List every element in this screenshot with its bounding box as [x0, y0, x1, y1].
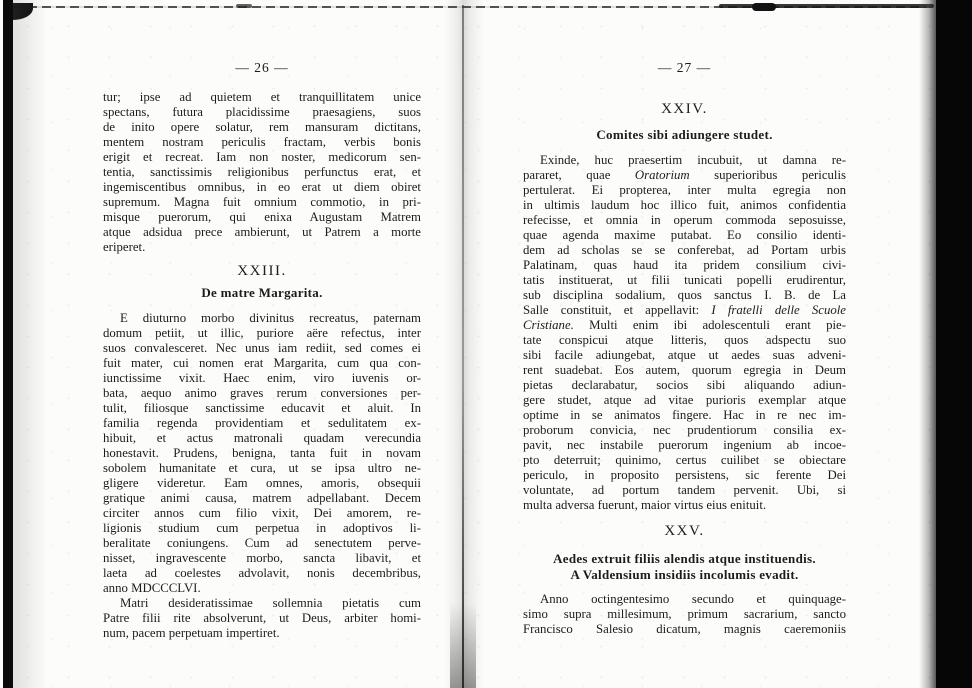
text-line: hibuit, et actus matronali quadam verecundia — [103, 431, 421, 445]
text-line: refecisse, et omnia in operum commoda seposuisse, — [523, 213, 846, 227]
scan-right-page-curl — [919, 0, 936, 688]
text-line: gratique animi causa, matrem adpellabant. Decem — [103, 491, 421, 505]
text-line: eriperet. — [103, 240, 146, 254]
text-line — [523, 168, 846, 183]
text-line: familia regenda providentiam et sedulitatem ex- — [103, 416, 421, 430]
text-line: honestavit. Prudens, benigna, tanta fuit in novam — [103, 446, 421, 460]
text-line: Palatinam, quas haud ita pridem consilium civi- — [523, 258, 846, 272]
paragraph-de-matre — [103, 311, 421, 596]
italic-text: I fratelli delle Scuole — [711, 303, 846, 317]
chapter-23-title: De matre Margarita. — [201, 285, 323, 300]
text-line: fuit mater, cui nomen erat Margarita, cum qua con- — [103, 356, 421, 370]
text-segment: Salle constituit, et appellavit: — [523, 303, 712, 317]
text-line: erigit et recreat. Iam non noster, medicorum sen- — [103, 150, 421, 164]
text-line: num, pacem perpetuam impertiret. — [103, 626, 280, 640]
text-line: ligionis studium cum perpetua in adoptivos li- — [103, 521, 421, 535]
text-line: Anno octingentesimo secundo et quinquage- — [540, 592, 846, 606]
text-line: gere studet, atque ad vitae purioris exemplar atque — [523, 393, 846, 407]
scan-edge-left — [3, 0, 13, 688]
chapter-25-title-line2: A Valdensium insidiis incolumis evadit. — [570, 567, 799, 582]
text-line: suos convalesceret. Nec unus iam rediit, sed comes ei — [103, 341, 421, 355]
text-line: sub disciplina sodalium, quos sanctus I. B. de La — [523, 288, 846, 302]
text-line: dem ad scholas se se conferebat, ad Portam urbis — [523, 243, 846, 257]
text-line: pto deterruit; quinimo, certus cuilibet se obiectare — [523, 453, 846, 467]
chapter-25-number: XXV. — [664, 523, 705, 539]
text-line: Matri desideratissimae sollemnia pietatis cum — [120, 596, 421, 610]
text-line: multa adversa fuerunt, maior virtus eius enituit. — [523, 498, 767, 512]
chapter-24-number: XXIV. — [661, 101, 708, 117]
text-line: misque puerorum, qui enixa Augustam Matrem — [103, 210, 421, 224]
scan-top-small-blob — [236, 4, 252, 8]
text-line: anno MDCCCLVI. — [103, 581, 201, 595]
text-line: de inito opere solatur, rem mansuram dictitans, — [103, 120, 421, 134]
text-line: E diuturno morbo divinitus recreatus, paternam — [120, 311, 421, 325]
text-line: sibi facile adiungebat, atque ut aedes suas adveni- — [523, 348, 846, 362]
text-line: pavit, nec instabile puerorum ingenium ab incoe- — [523, 438, 846, 452]
text-line: tatis instituerat, ut filii tunicati popelli erudirentur, — [523, 273, 846, 287]
text-line: beralitate coniungens. Cum ad senectutem perve- — [103, 536, 421, 550]
scan-edge-right — [936, 0, 972, 688]
binding-gutter-shadow — [444, 0, 484, 688]
paragraph-continuation — [103, 90, 421, 255]
paragraph-matri — [103, 596, 421, 641]
text-line: in ultimis laudum hoc illico fuit, animos confidentia — [523, 198, 846, 212]
text-line: ingemiscentibus omnibus, in eo erat ut diem obiret — [103, 180, 421, 194]
text-line: supremum. Magna fuit omnium commotio, in pri- — [103, 195, 421, 209]
text-line: tur; ipse ad quietem et tranquillitatem unice — [103, 90, 421, 104]
text-line: bata, aequo animo graves rerum conversiones per- — [103, 386, 421, 400]
text-line: tulit, filiosque sanctissime educavit et aluit. In — [103, 401, 421, 415]
text-line: rent suadebat. Eos autem, quorum egregia in Deum — [523, 363, 846, 377]
text-line: simo supra millesimum, primum sacrarium, sancto — [523, 607, 846, 621]
text-line: nisset, ingravescente morbo, sancta libavit, et — [103, 551, 421, 565]
text-line: circiter annos cum filio vixit, Dei amorem, re- — [103, 506, 421, 520]
text-line: pertulerat. Ei propterea, inter multa egregia non — [523, 183, 846, 197]
scan-left-margin-shading — [13, 0, 47, 688]
binding-gutter-line — [462, 5, 464, 688]
text-line: proborum convicia, nec prudentiorum consilia ex- — [523, 423, 846, 437]
binding-gutter-bottom — [450, 603, 476, 688]
text-line: optime in se animatos fingere. Hac in re nec im- — [523, 408, 846, 422]
text-line: Francisco Salesio dicatum, magnis caeremoniis — [523, 622, 846, 636]
text-line: tate conspicui atque litteris, quos adspectu suo — [523, 333, 846, 347]
chapter-23-number: XXIII. — [237, 263, 287, 279]
page-number-left: — 26 — — [235, 60, 289, 75]
text-line — [523, 303, 846, 318]
right-page — [523, 60, 846, 637]
text-line: domum petiit, ut illic, puriore aëre refectus, inter — [103, 326, 421, 340]
paragraph-anno — [523, 592, 846, 637]
text-line: quae agenda maxime putabat. Eo consilio identi- — [523, 228, 846, 242]
text-line: periculo, in proposito persistens, sic ferente Dei — [523, 468, 846, 482]
text-segment: Multi enim ibi adolescentuli erant pie- — [573, 318, 846, 332]
text-line: iunctissime vixit. Haec enim, viro iuvenis or- — [103, 371, 421, 385]
text-line: spectans, futura placidissime praesagiens, suos — [103, 105, 421, 119]
text-line: Exinde, huc praesertim incubuit, ut damna re- — [540, 153, 846, 167]
text-line: gligere videretur. Eam omnes, amoris, obsequii — [103, 476, 421, 490]
italic-text: Cristiane. — [523, 318, 574, 332]
text-line: mentem nostram periculis fractam, verbis bonis — [103, 135, 421, 149]
left-page — [103, 60, 421, 641]
text-line: sobolem humanitate et cura, ut se ipsa ultro ne- — [103, 461, 421, 475]
chapter-25-title-line1: Aedes extruit filiis alendis atque instituendis. — [553, 551, 816, 566]
text-line: voluntate, ad portum tandem pervenit. Ubi, si — [523, 483, 846, 497]
paragraph-exinde — [523, 153, 846, 513]
text-line: pietas declarabatur, socios sibi aliquando adiun- — [523, 378, 846, 392]
chapter-24-title: Comites sibi adiungere studet. — [596, 127, 773, 142]
page-number-right: — 27 — — [657, 60, 712, 75]
text-segment: pararet, quae — [523, 168, 635, 182]
text-line: Patre filii rite absolverunt, ut Deus, arbiter homi- — [103, 611, 421, 625]
text-line: tentia, sanctissimis religionibus perfunctus erat, et — [103, 165, 421, 179]
italic-text: Oratorium — [634, 168, 690, 182]
text-line: laeta ad coelestes advolavit, nonis decembribus, — [103, 566, 421, 580]
text-line: atque adsidua prece ambierunt, ut Patrem a morte — [103, 225, 421, 239]
text-segment: superioribus periculis — [689, 168, 846, 182]
scan-top-blob — [752, 3, 776, 11]
text-line — [523, 318, 846, 333]
